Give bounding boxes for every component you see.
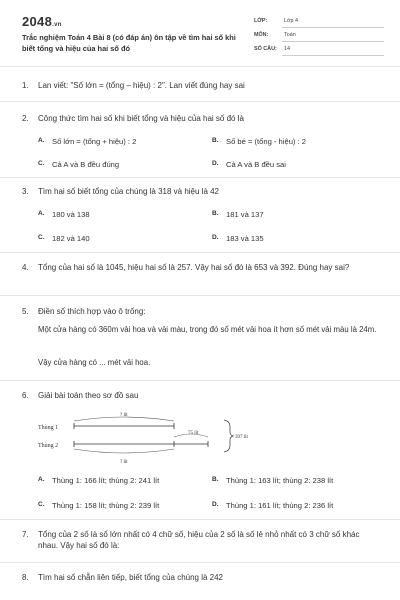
option-text: Thùng 1: 161 lít; thùng 2: 236 lít <box>226 501 334 510</box>
option-text: Cả A và B đều sai <box>226 160 286 169</box>
meta-count <box>254 46 384 56</box>
question-text: Giải bài toán theo sơ đồ sau <box>38 391 139 400</box>
meta-subject-key: MÔN: <box>254 32 269 38</box>
header-divider <box>0 66 400 67</box>
meta-subject-value: Toán <box>284 32 296 38</box>
option-letter: D. <box>212 234 219 241</box>
option-letter: A. <box>38 476 45 483</box>
question-divider <box>0 101 400 102</box>
question-number: 7. <box>22 530 29 539</box>
option-letter: D. <box>212 501 219 508</box>
option-letter: B. <box>212 137 219 144</box>
question-divider <box>0 380 400 381</box>
option-text: Số bé = (tổng - hiệu) : 2 <box>226 137 306 146</box>
question-number: 4. <box>22 263 29 272</box>
option-text: 183 và 135 <box>226 234 264 243</box>
page-title: Trắc nghiệm Toán 4 Bài 8 (có đáp án) ôn tập về tìm hai số khi biết tổng và hiệu của hai số đó <box>22 33 236 53</box>
meta-class <box>254 18 384 28</box>
bar-diagram <box>36 407 266 467</box>
meta-class-value: Lớp 4 <box>284 18 299 24</box>
question-number: 5. <box>22 307 29 316</box>
question-text: Tìm hai số biết tổng của chúng là 318 và hiệu là 42 <box>38 187 220 196</box>
meta-subject <box>254 32 384 42</box>
option-text: Thùng 1: 158 lít; thùng 2: 239 lít <box>52 501 160 510</box>
option-text: Cả A và B đều đúng <box>52 160 120 169</box>
option-text: Thùng 1: 166 lít; thùng 2: 241 lít <box>52 476 160 485</box>
meta-count-value: 14 <box>284 46 290 52</box>
total-label: 397 lít <box>235 435 248 440</box>
question-5-paragraph-2: Vậy cửa hàng có ... mét vải hoa. <box>38 358 151 367</box>
meta-count-key: SỐ CÂU: <box>254 46 277 52</box>
question-number: 3. <box>22 187 29 196</box>
question-number: 2. <box>22 114 29 123</box>
question-text: Tìm hai số chẵn liên tiếp, biết tổng của chúng là 242 <box>38 573 224 582</box>
option-letter: D. <box>212 160 219 167</box>
bottom-brace <box>74 449 174 453</box>
question-divider <box>0 519 400 520</box>
logo-text: 2048 <box>22 14 53 29</box>
row-2-label: Thùng 2 <box>38 443 59 449</box>
question-text: Lan viết: "Số lớn = (tổng – hiệu) : 2". Lan viết đúng hay sai <box>38 81 245 90</box>
question-number: 8. <box>22 573 29 582</box>
meta-underline <box>282 41 384 42</box>
question-divider <box>0 252 400 253</box>
option-letter: B. <box>212 210 219 217</box>
option-text: 182 và 140 <box>52 234 90 243</box>
site-logo[interactable] <box>22 14 62 29</box>
question-5-paragraph-1: Một cửa hàng có 360m vải hoa và vải màu, trong đó số mét vải hoa ít hơn số mét vải màu là 24m. <box>38 325 377 334</box>
question-text: Công thức tìm hai số khi biết tổng và hiệu của hai số đó là <box>38 114 244 123</box>
option-letter: B. <box>212 476 219 483</box>
option-letter: C. <box>38 501 45 508</box>
option-letter: A. <box>38 210 45 217</box>
bottom-unknown-label: ? lít <box>120 460 128 465</box>
option-text: Số lớn = (tổng + hiệu) : 2 <box>52 137 137 146</box>
option-text: 180 và 138 <box>52 210 90 219</box>
question-text: Tổng của 2 số là số lớn nhất có 4 chữ số, hiệu của 2 số là số lẻ nhỏ nhất có 3 chữ số khác nhau. Vậy hai số đó là: <box>38 530 360 550</box>
meta-underline <box>282 27 384 28</box>
question-text: Điền số thích hợp vào ô trống: <box>38 307 146 316</box>
question-divider <box>0 562 400 563</box>
question-divider <box>0 295 400 296</box>
row-1-label: Thùng 1 <box>38 425 59 431</box>
total-brace <box>224 420 233 452</box>
page-header <box>0 0 400 66</box>
top-unknown-label: ? lít <box>120 413 128 418</box>
question-number: 6. <box>22 391 29 400</box>
option-text: 181 và 137 <box>226 210 264 219</box>
question-number: 1. <box>22 81 29 90</box>
question-divider <box>0 177 400 178</box>
option-letter: A. <box>38 137 45 144</box>
option-text: Thùng 1: 163 lít; thùng 2: 238 lít <box>226 476 334 485</box>
meta-underline <box>282 55 384 56</box>
difference-label: 75 lít <box>188 431 199 436</box>
meta-class-key: LỚP: <box>254 18 268 24</box>
option-letter: C. <box>38 160 45 167</box>
option-letter: C. <box>38 234 45 241</box>
logo-suffix: .vn <box>52 22 62 28</box>
question-text: Tổng của hai số là 1045, hiệu hai số là 257. Vậy hai số đó là 653 và 392. Đúng hay sai? <box>38 263 350 272</box>
